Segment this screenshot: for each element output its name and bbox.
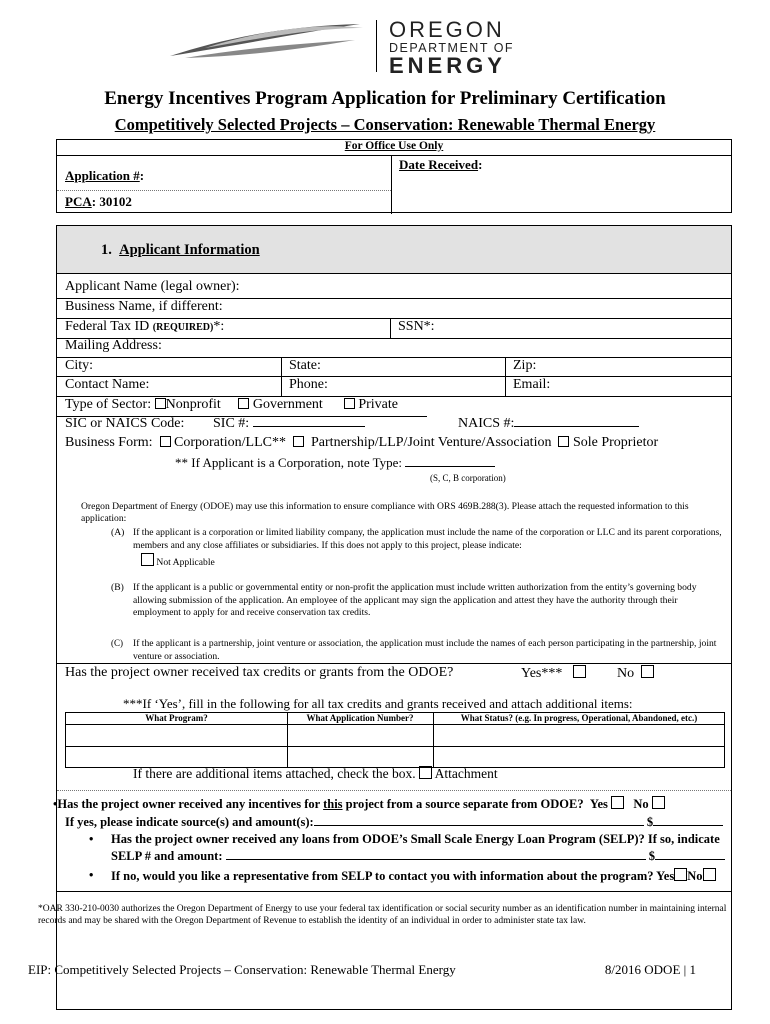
government-label: Government [252,397,323,412]
contact-name-field[interactable] [65,377,149,393]
incentives-question-pre: Has the project owner received any incentives for [57,797,324,811]
divider [57,376,731,377]
sole-proprietor-label: Sole Proprietor [572,435,659,450]
logo-department: DEPARTMENT OF [389,41,515,55]
table-header-status: What Status? (e.g. In progress, Operational, Abandoned, etc.) [460,713,698,723]
naics-field[interactable] [458,416,639,432]
tax-credit-question: Has the project owner received tax credits or grants from the ODOE? [65,665,454,680]
federal-tax-id-field[interactable] [65,319,224,335]
federal-tax-id-suffix: *: [213,319,225,334]
table-cell-input[interactable] [288,725,433,746]
selp-yes-checkbox[interactable] [674,868,687,881]
incentives-question-post: project from a source separate from ODOE? [342,797,584,811]
government-checkbox[interactable] [238,398,249,409]
pca-value: 30102 [99,194,132,209]
table-cell-input[interactable] [434,747,725,768]
incentives-no-checkbox[interactable] [652,796,665,809]
zip-field[interactable] [513,358,536,374]
corporation-type-label: ** If Applicant is a Corporation, note Type: [175,455,403,470]
divider [57,155,731,156]
selp-amount-label: SELP # and amount: [111,849,223,863]
mailing-address-label: Mailing Address: [65,338,162,353]
private-checkbox[interactable] [344,398,355,409]
email-label: Email: [513,377,551,392]
incentives-yes-checkbox[interactable] [611,796,624,809]
item-a-text: If the applicant is a corporation or limited liability company, the application must include the name of the corporation or LLC and its parent corporations, members and any close affiliates or subsidiaries. If this does not apply to this project, please indicate: [133,527,722,551]
tax-credit-yes-label: Yes*** [521,666,563,681]
contact-name-label: Contact Name: [65,377,150,392]
divider [391,155,392,214]
incentive-amount-input-line[interactable] [653,825,723,826]
selp-dollar-input-line[interactable] [655,859,725,860]
pca-label: PCA [65,194,92,209]
selp-amount-input-line[interactable] [226,859,646,860]
incentive-sources-field[interactable] [65,815,723,830]
dollar-sign: $ [648,849,655,863]
business-name-label: Business Name, if different: [65,299,223,314]
incentives-question-this: this [323,797,343,811]
email-field[interactable] [513,377,550,393]
partnership-label: Partnership/LLP/Joint Venture/Association [311,435,552,450]
bullet-icon: • [53,797,58,811]
section-title-text: Applicant Information [119,242,260,258]
page-footer [28,962,748,978]
tax-credit-yes-checkbox[interactable] [573,665,586,678]
applicant-information-section [53,225,732,1010]
corporation-type-hint: (S, C, B corporation) [430,473,506,483]
selp-bullet: • [89,832,94,846]
section-title [101,242,260,259]
divider [390,318,391,338]
private-label: Private [358,397,398,412]
selp-contact-question [111,868,716,884]
incentives-no-label: No [633,797,649,811]
applicant-name-field[interactable] [65,279,240,295]
mailing-address-field[interactable] [65,338,162,354]
not-applicable-checkbox[interactable] [141,553,154,566]
selp-no-label: No [687,869,703,883]
sector-row [65,397,398,413]
required-marker: (REQUIRED) [152,322,214,333]
nonprofit-label: Nonprofit [165,397,221,412]
divider [57,891,731,892]
partnership-checkbox[interactable] [293,436,304,447]
tax-credit-no-option [617,665,654,682]
corporation-checkbox[interactable] [160,436,171,447]
nonprofit-checkbox[interactable] [155,398,166,409]
naics-label: NAICS #: [458,416,515,431]
page-subtitle: Competitively Selected Projects – Conservation: Renewable Thermal Energy [114,115,656,134]
city-label: City: [65,358,94,373]
corporation-label: Corporation/LLC** [174,435,287,450]
sic-naics-label: SIC or NAICS Code: [65,416,185,431]
tax-credit-yes-option [521,665,586,682]
tax-credit-no-checkbox[interactable] [641,665,654,678]
tax-credit-table [65,712,725,768]
odoe-logo-swoosh [165,18,365,63]
divider [57,663,731,664]
item-c-text: If the applicant is a partnership, joint venture or association, the application must include the names of each person participating in the partnership, joint venture or association. [133,638,717,662]
tax-credit-no-label: No [617,666,635,681]
phone-label: Phone: [289,377,328,392]
divider [57,357,731,358]
selp-question: Has the project owner received any loans from ODOE’s Small Scale Energy Loan Program (SELP)? If so, indicate [111,832,720,846]
table-cell-input[interactable] [66,747,287,768]
selp-no-checkbox[interactable] [703,868,716,881]
business-form-label: Business Form: [65,435,153,450]
table-cell-input[interactable] [288,747,433,768]
federal-tax-id-label: Federal Tax ID [65,319,150,334]
table-cell-input[interactable] [66,725,287,746]
applicant-name-label: Applicant Name (legal owner): [65,279,240,294]
sic-label: SIC #: [213,416,250,431]
item-b-text: If the applicant is a public or governmental entity or non-profit the application must include written authorization from the entity’s governing body allowing submission of the application. An employee of the applicant may sign the application and attest they have the authority through their employment to apply for and receive conservation tax credits. [133,582,697,618]
business-name-field[interactable] [65,299,223,315]
compliance-intro: Oregon Department of Energy (ODOE) may use this information to ensure compliance with ORS 469B.288(3). Please attach the requested information to this application: [81,501,689,524]
sic-naics-row [65,416,184,432]
logo-oregon: OREGON [389,17,505,42]
incentives-question [53,796,665,812]
footer-right: 8/2016 ODOE | 1 [604,962,696,977]
state-label: State: [289,358,321,373]
item-b-letter: (B) [111,582,124,593]
pca-field: PCA: 30102 [65,194,132,209]
table-header-application: What Application Number? [306,713,414,723]
page-title: Energy Incentives Program Application for Preliminary Certification [104,88,666,109]
section-number: 1. [101,242,112,258]
not-applicable-label: Not Applicable [156,557,215,568]
additional-items-label: If there are additional items attached, check the box. [133,766,416,781]
footnote: *OAR 330-210-0030 authorizes the Oregon Department of Energy to use your federal tax identification or social security number as an identification number in maintaining internal records and may be shared with the Oregon Department of Revenue to establish the identity of an individual in order to administer state tax law. [38,904,727,926]
city-field[interactable] [65,358,93,374]
naics-input-line[interactable] [514,426,639,427]
sic-input-line[interactable] [253,426,365,427]
sector-label: Type of Sector: [65,397,152,412]
item-a-letter: (A) [111,527,125,538]
application-number-label: Application # [65,168,140,183]
corporation-type-input-line[interactable] [405,466,495,467]
office-use-box [56,139,732,213]
footer-left: EIP: Competitively Selected Projects – Conservation: Renewable Thermal Energy [28,962,456,977]
date-received-field[interactable]: Date Received: [399,157,483,172]
business-form-row [65,435,658,451]
attachment-label: Attachment [434,766,498,781]
logo-energy: ENERGY [389,53,506,78]
date-received-label: Date Received [399,157,479,172]
selp-yes-label: Yes [656,869,675,883]
corporation-type-field[interactable] [175,455,495,471]
fill-in-note: ***If ‘Yes’, fill in the following for all tax credits and grants received and attach additional items: [123,696,633,711]
zip-label: Zip: [513,358,537,373]
sole-proprietor-checkbox[interactable] [558,436,569,447]
state-field[interactable] [289,358,321,374]
selp-contact-bullet: • [89,868,94,882]
ssn-field[interactable] [398,319,435,335]
incentive-sources-label: If yes, please indicate source(s) and amount(s): [65,815,314,829]
selp-contact-label: If no, would you like a representative from SELP to contact you with information about the program? [111,869,654,883]
odoe-logo [376,17,515,78]
sic-field[interactable] [213,416,365,432]
dollar-sign: $ [646,815,654,829]
additional-items-row [133,766,498,782]
item-c-letter: (C) [111,638,123,648]
incentive-sources-input-line[interactable] [314,825,644,826]
attachment-checkbox[interactable] [419,766,432,779]
divider [57,790,731,791]
section-header [57,226,731,274]
ssn-label: SSN*: [398,319,435,334]
table-header-program: What Program? [145,713,208,723]
table-cell-input[interactable] [434,725,725,746]
application-number-field[interactable]: Application #: [65,168,145,183]
incentives-yes-label: Yes [589,797,608,811]
phone-field[interactable] [289,377,328,393]
not-applicable-option [141,553,215,568]
office-use-header: For Office Use Only [344,140,444,152]
divider [57,190,391,191]
selp-amount-field[interactable] [111,849,725,864]
